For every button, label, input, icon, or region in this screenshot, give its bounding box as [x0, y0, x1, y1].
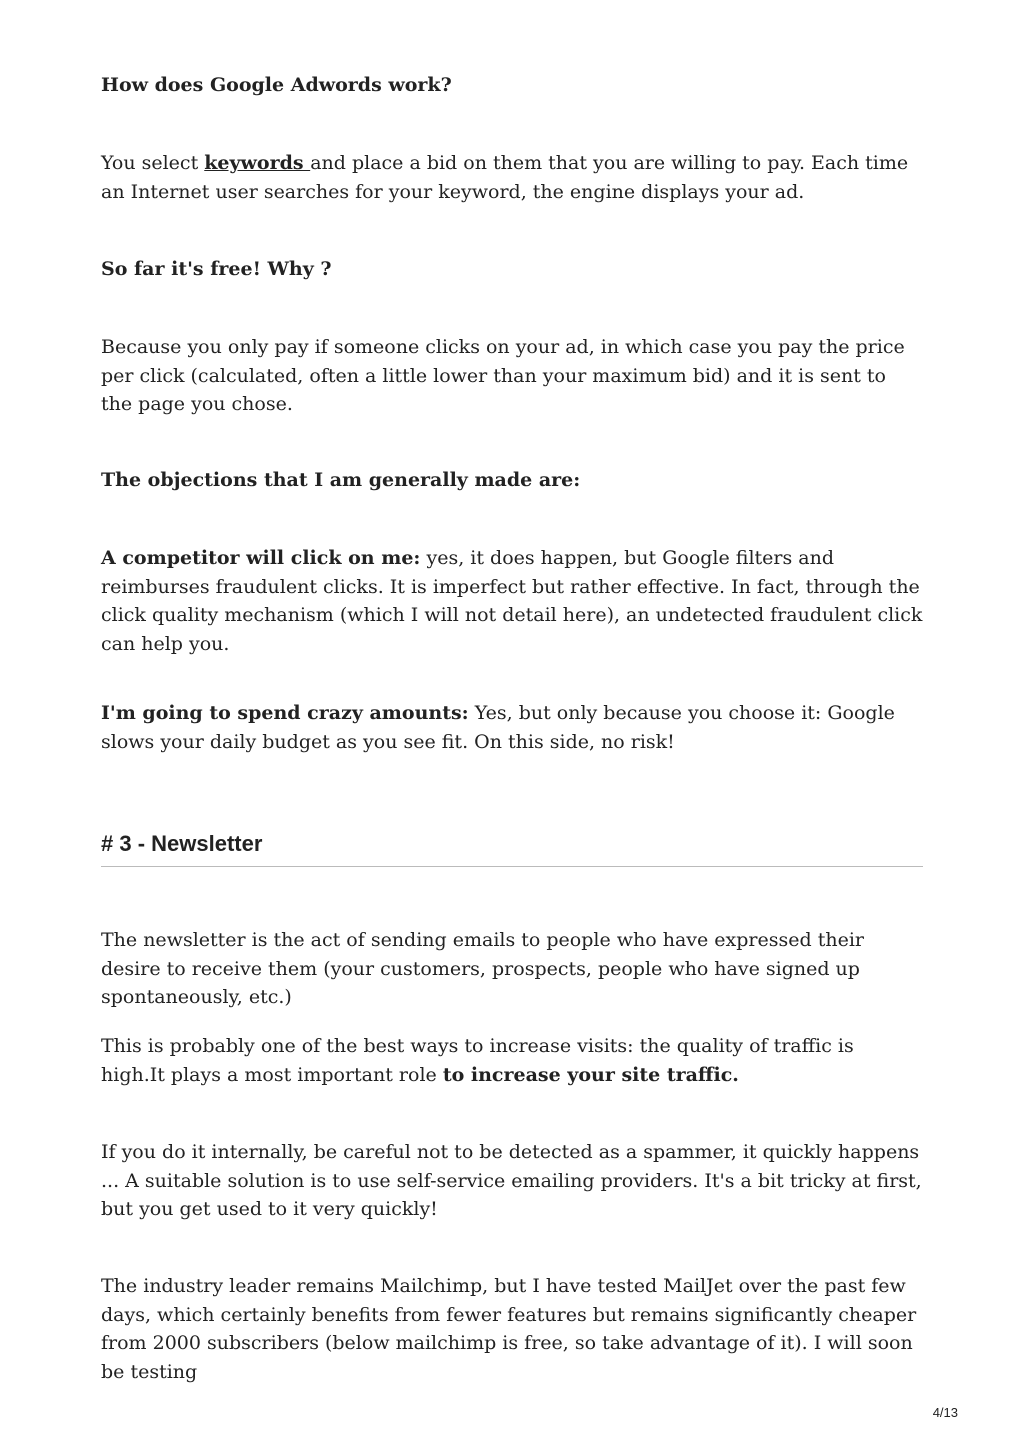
competitor-objection-paragraph [101, 544, 923, 658]
mailchimp-mailjet-paragraph: The industry leader remains Mailchimp, but I have tested MailJet over the past few days, which certainly benefits from fewer features but remains significantly cheaper from 2000 subscribers (below mailchimp is free, so take advantage of it). I will soon be testing [101, 1275, 917, 1383]
adwords-question-heading: How does Google Adwords work? [101, 74, 452, 96]
spending-objection-lead: I'm going to spend crazy amounts: [101, 702, 469, 724]
keywords-paragraph [101, 149, 923, 206]
traffic-quality-emphasis: to increase your site traffic. [442, 1063, 739, 1086]
competitor-objection-text: yes, it does happen, but Google filters and reimburses fraudulent clicks. It is imperfect but rather effective. In fact, through the click quality mechanism (which I will not detail here), an undetected fraudulent click can help you. [101, 547, 923, 655]
newsletter-section-title: # 3 - Newsletter [101, 831, 263, 856]
section-divider [101, 866, 923, 867]
newsletter-definition-paragraph: The newsletter is the act of sending emails to people who have expressed their desire to receive them (your customers, prospects, people who have signed up spontaneously, etc.) [101, 929, 864, 1008]
spending-objection-paragraph [101, 699, 923, 756]
spending-objection-text: Yes, but only because you choose it: Google slows your daily budget as you see fit. On this side, no risk! [101, 702, 895, 753]
keywords-link[interactable]: keywords [204, 152, 311, 174]
traffic-quality-text: This is probably one of the best ways to increase visits: the quality of traffic is high.It plays a most important role [101, 1035, 854, 1086]
keywords-paragraph-intro: You select [101, 152, 205, 174]
free-why-heading: So far it's free! Why ? [101, 258, 332, 280]
page-number: 4/13 [932, 1405, 958, 1420]
traffic-quality-paragraph [101, 1032, 923, 1089]
objections-heading: The objections that I am generally made are: [101, 469, 581, 491]
competitor-objection-lead: A competitor will click on me: [101, 547, 421, 569]
pay-per-click-paragraph: Because you only pay if someone clicks on your ad, in which case you pay the price per click (calculated, often a little lower than your maximum bid) and it is sent to the page you chose. [101, 336, 905, 415]
keywords-paragraph-rest: and place a bid on them that you are willing to pay. Each time an Internet user searches for your keyword, the engine displays your ad. [101, 152, 909, 203]
spammer-warning-paragraph: If you do it internally, be careful not to be detected as a spammer, it quickly happens ... A suitable solution is to use self-service emailing providers. It's a bit tricky at first, but you get used to it very quickly! [101, 1141, 922, 1220]
